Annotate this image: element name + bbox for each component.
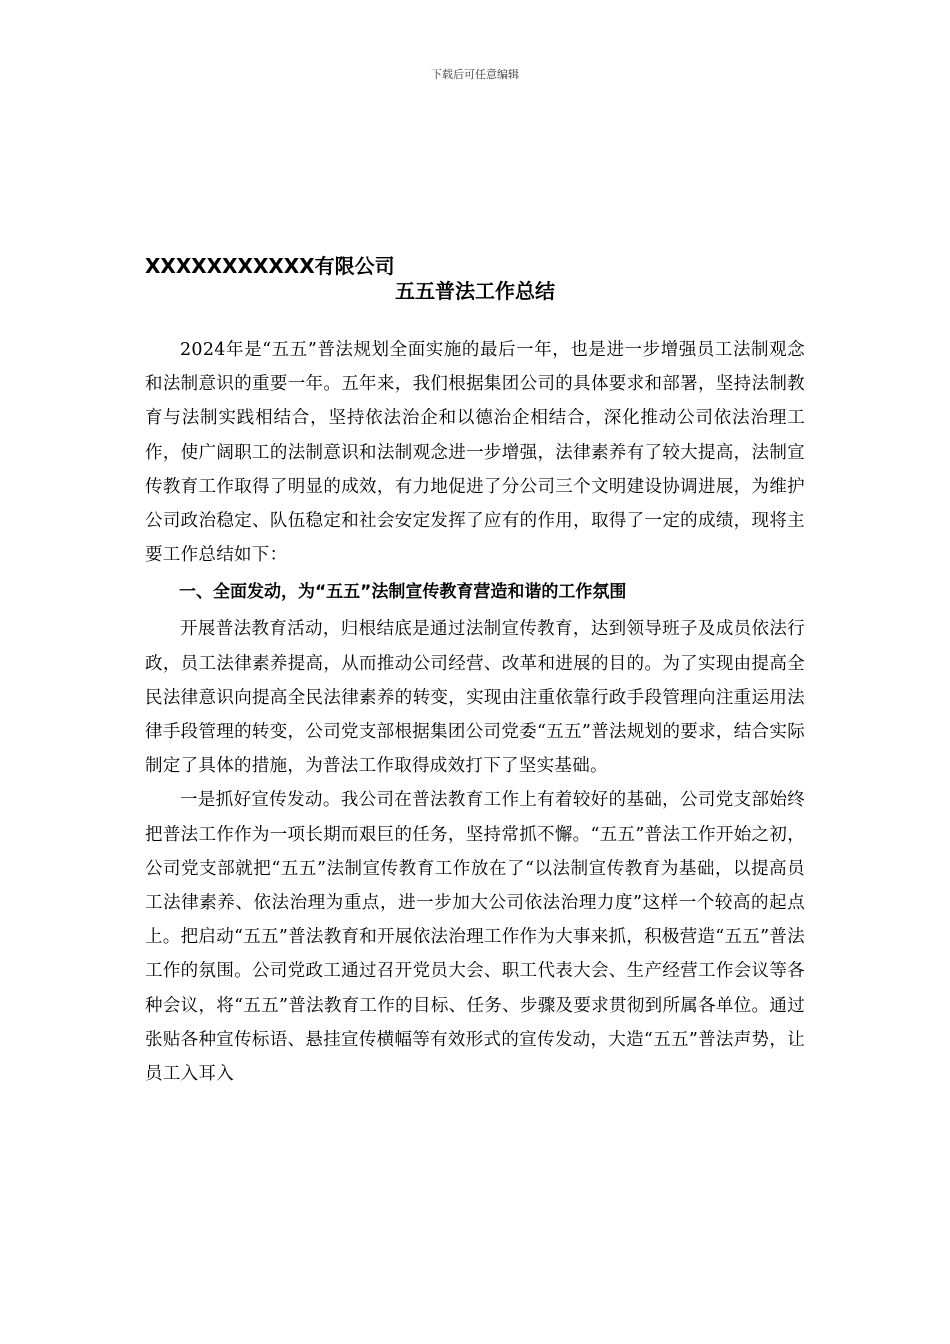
section-1-paragraph-2: 一是抓好宣传发动。我公司在普法教育工作上有着较好的基础，公司党支部始终把普法工作作为一项长期而艰巨的任务，坚持常抓不懈。“五五”普法工作开始之初，公司党支部就把“五五”法制宣传教育工作放在了“以法制宣传教育为基础，以提高员工法律素养、依法治理为重点，进一步加大公司依法治理力度”这样一个较高的起点上。把启动“五五”普法教育和开展依法治理工作作为大事来抓，积极营造“五五”普法工作的氛围。公司党政工通过召开党员大会、职工代表大会、生产经营工作会议等各种会议，将“五五”普法教育工作的目标、任务、步骤及要求贯彻到所属各单位。通过张贴各种宣传标语、悬挂宣传横幅等有效形式的宣传发动，大造“五五”普法声势，让员工入耳入 bbox=[145, 790, 805, 1085]
header-note: 下载后可任意编辑 bbox=[431, 68, 519, 81]
company-name: XXXXXXXXXXX有限公司 bbox=[145, 254, 395, 278]
section-1-paragraph-1: 开展普法教育活动，归根结底是通过法制宣传教育，达到领导班子及成员依法行政，员工法律素养提高，从而推动公司经营、改革和进展的目的。为了实现由提高全民法律意识向提高全民法律素养的转变，实现由注重依靠行政手段管理向注重运用法律手段管理的转变，公司党支部根据集团公司党委“五五”普法规划的要求，结合实际制定了具体的措施，为普法工作取得成效打下了坚实基础。 bbox=[145, 619, 805, 777]
document-body bbox=[145, 333, 805, 1091]
document-title: 五五普法工作总结 bbox=[395, 279, 555, 303]
section-heading-1: 一、全面发动，为“五五”法制宣传教育营造和谐的工作氛围 bbox=[179, 582, 627, 603]
intro-paragraph: 2024年是“五五”普法规划全面实施的最后一年，也是进一步增强员工法制观念和法制意识的重要一年。五年来，我们根据集团公司的具体要求和部署，坚持法制教育与法制实践相结合，坚持依法治企和以德治企相结合，深化推动公司依法治理工作，使广阔职工的法制意识和法制观念进一步增强，法律素养有了较大提高，法制宣传教育工作取得了明显的成效，有力地促进了分公司三个文明建设协调进展，为维护公司政治稳定、队伍稳定和社会安定发挥了应有的作用，取得了一定的成绩，现将主要工作总结如下： bbox=[145, 340, 805, 566]
